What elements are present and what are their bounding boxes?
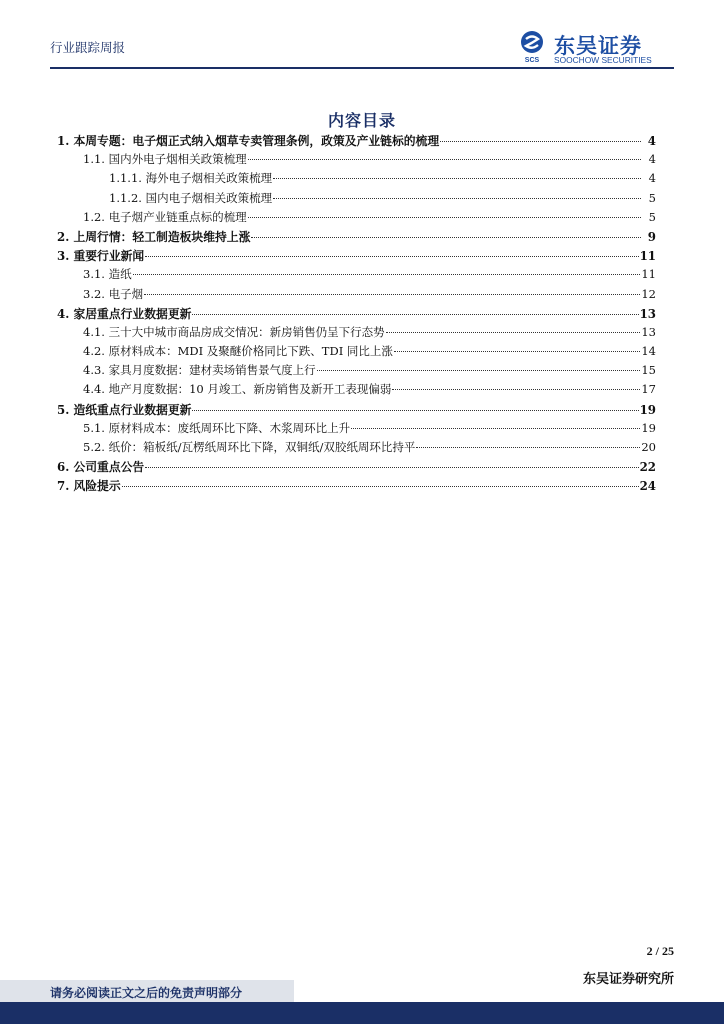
toc-entry[interactable] <box>57 170 656 189</box>
toc-leader-dots <box>273 198 641 199</box>
toc-entry-label: 上周行情：轻工制造板块维持上涨 <box>73 229 251 244</box>
toc-entry-text <box>83 151 247 167</box>
toc-leader-dots <box>386 332 641 333</box>
toc-entry-text <box>109 190 272 206</box>
toc-entry-label: 纸价：箱板纸/瓦楞纸周环比下降，双铜纸/双胶纸周环比持平 <box>108 440 416 454</box>
toc-entry-label: 国内电子烟相关政策梳理 <box>145 190 273 205</box>
toc-entry-label: 家居重点行业数据更新 <box>73 306 192 321</box>
toc-entry[interactable] <box>57 151 656 170</box>
toc-entry-page: 5 <box>648 190 656 205</box>
toc-entry[interactable] <box>57 132 656 151</box>
toc-entry-number: 1.1.1. <box>109 171 142 186</box>
toc-entry-text <box>57 228 250 245</box>
toc-entry-label: 原材料成本：废纸周环比下降、木浆周环比上升 <box>108 420 351 435</box>
toc-entry-label: 电子烟产业链重点标的梳理 <box>108 209 247 224</box>
toc-entry-number: 5.2. <box>83 440 105 454</box>
toc-entry[interactable] <box>57 228 656 247</box>
toc-entry[interactable] <box>57 458 656 477</box>
toc-entry-text <box>83 324 385 340</box>
svg-text:SCS: SCS <box>524 57 540 64</box>
logo-name-cn: 东吴证券 <box>554 34 642 58</box>
toc-entry-text <box>57 401 191 418</box>
toc-leader-dots <box>192 314 638 315</box>
toc-entry-page: 22 <box>639 460 656 475</box>
toc-entry-text <box>83 209 247 225</box>
toc-entry-number: 1.2. <box>83 209 105 224</box>
table-of-contents <box>57 132 656 497</box>
toc-entry[interactable] <box>57 343 656 362</box>
toc-leader-dots <box>145 467 638 468</box>
toc-entry[interactable] <box>57 247 656 266</box>
toc-entry-page: 9 <box>647 229 656 244</box>
toc-leader-dots <box>192 410 638 411</box>
toc-entry[interactable] <box>57 381 656 400</box>
toc-entry[interactable] <box>57 324 656 343</box>
toc-leader-dots <box>145 256 638 257</box>
toc-entry-page: 11 <box>641 267 656 282</box>
toc-entry-text <box>83 266 132 282</box>
toc-entry-number: 1.1. <box>83 152 105 167</box>
toc-leader-dots <box>394 351 640 352</box>
toc-entry[interactable] <box>57 190 656 209</box>
toc-entry-label: 电子烟 <box>108 286 144 301</box>
toc-entry-text <box>83 343 393 359</box>
footer-bar <box>0 1002 724 1024</box>
toc-entry-label: 海外电子烟相关政策梳理 <box>145 171 273 186</box>
toc-entry-label: 公司重点公告 <box>73 460 145 475</box>
toc-leader-dots <box>248 159 641 160</box>
toc-entry-page: 15 <box>641 363 656 378</box>
toc-entry-page: 14 <box>641 344 656 359</box>
toc-entry-text <box>83 439 415 455</box>
toc-entry-number: 2. <box>57 229 70 244</box>
toc-entry-text <box>83 420 350 436</box>
toc-leader-dots <box>133 274 641 275</box>
toc-entry-label: 地产月度数据：10 月竣工、新房销售及新开工表现偏弱 <box>108 382 392 397</box>
toc-entry-text <box>109 170 272 186</box>
toc-leader-dots <box>248 217 641 218</box>
toc-entry-label: 重要行业新闻 <box>73 249 145 264</box>
toc-entry-page: 20 <box>641 440 656 454</box>
toc-entry-text <box>57 305 191 322</box>
toc-entry-number: 4.4. <box>83 382 105 397</box>
header-divider <box>50 67 674 69</box>
toc-entry-page: 19 <box>641 420 656 435</box>
toc-entry-page: 24 <box>639 479 656 494</box>
toc-entry-label: 造纸 <box>108 267 132 282</box>
toc-entry-label: 原材料成本：MDI 及聚醚价格同比下跌、TDI 同比上涨 <box>108 344 393 359</box>
toc-leader-dots <box>122 486 639 487</box>
toc-entry-page: 4 <box>648 152 656 167</box>
toc-entry[interactable] <box>57 266 656 285</box>
footer-institute: 东吴证券研究所 <box>582 972 674 987</box>
toc-leader-dots <box>144 294 640 295</box>
toc-entry-text <box>83 381 391 397</box>
toc-entry[interactable] <box>57 477 656 496</box>
toc-entry-text <box>57 132 439 149</box>
toc-entry[interactable] <box>57 401 656 420</box>
logo-mark-icon <box>518 30 546 64</box>
toc-entry-number: 3. <box>57 249 70 264</box>
toc-entry-number: 1.1.2. <box>109 190 142 205</box>
toc-leader-dots <box>273 178 641 179</box>
toc-entry-number: 4.2. <box>83 344 105 359</box>
toc-entry-page: 4 <box>648 171 656 186</box>
toc-entry-text <box>83 362 316 378</box>
footer-disclaimer: 请务必阅读正文之后的免责声明部分 <box>50 986 243 1000</box>
toc-entry-page: 13 <box>639 306 656 321</box>
toc-entry-number: 4. <box>57 306 70 321</box>
toc-leader-dots <box>416 447 640 448</box>
toc-entry-page: 4 <box>647 134 656 148</box>
toc-entry-text <box>57 247 144 264</box>
toc-entry-text <box>57 477 121 494</box>
toc-entry-label: 三十大中城市商品房成交情况：新房销售仍呈下行态势 <box>108 324 385 339</box>
toc-entry-number: 4.3. <box>83 363 105 378</box>
toc-entry-label: 造纸重点行业数据更新 <box>73 402 192 417</box>
page-number: 2 / 25 <box>646 944 674 958</box>
toc-entry[interactable] <box>57 439 656 458</box>
toc-entry-number: 5. <box>57 402 70 417</box>
toc-entry-page: 13 <box>641 324 656 339</box>
toc-entry-number: 6. <box>57 460 70 475</box>
toc-leader-dots <box>351 428 640 429</box>
toc-entry-page: 19 <box>639 402 656 417</box>
toc-entry-text <box>57 458 144 475</box>
toc-entry-page: 17 <box>641 382 656 397</box>
toc-title: 内容目录 <box>327 111 396 130</box>
toc-entry[interactable] <box>57 362 656 381</box>
toc-entry-number: 5.1. <box>83 420 105 435</box>
toc-entry-number: 7. <box>57 479 70 494</box>
toc-entry-page: 12 <box>641 286 656 301</box>
report-type-label: 行业跟踪周报 <box>50 40 126 55</box>
toc-entry-number: 1. <box>57 134 70 148</box>
toc-entry[interactable] <box>57 209 656 228</box>
toc-entry-number: 4.1. <box>83 324 105 339</box>
toc-entry-label: 本周专题：电子烟正式纳入烟草专卖管理条例，政策及产业链标的梳理 <box>73 134 440 148</box>
toc-leader-dots <box>440 141 641 142</box>
toc-entry-number: 3.2. <box>83 286 105 301</box>
toc-entry-number: 3.1. <box>83 267 105 282</box>
toc-entry[interactable] <box>57 305 656 324</box>
toc-leader-dots <box>317 370 641 371</box>
toc-entry-text <box>83 286 143 302</box>
company-logo <box>518 30 678 64</box>
logo-name-en: SOOCHOW SECURITIES <box>554 55 652 65</box>
toc-entry-label: 家具月度数据：建材卖场销售景气度上行 <box>108 363 316 378</box>
toc-leader-dots <box>251 237 641 238</box>
toc-leader-dots <box>392 389 640 390</box>
toc-entry-label: 风险提示 <box>73 479 121 494</box>
toc-entry[interactable] <box>57 420 656 439</box>
toc-entry-page: 5 <box>648 209 656 224</box>
toc-entry[interactable] <box>57 286 656 305</box>
toc-entry-page: 11 <box>639 249 656 264</box>
toc-entry-label: 国内外电子烟相关政策梳理 <box>108 152 247 167</box>
